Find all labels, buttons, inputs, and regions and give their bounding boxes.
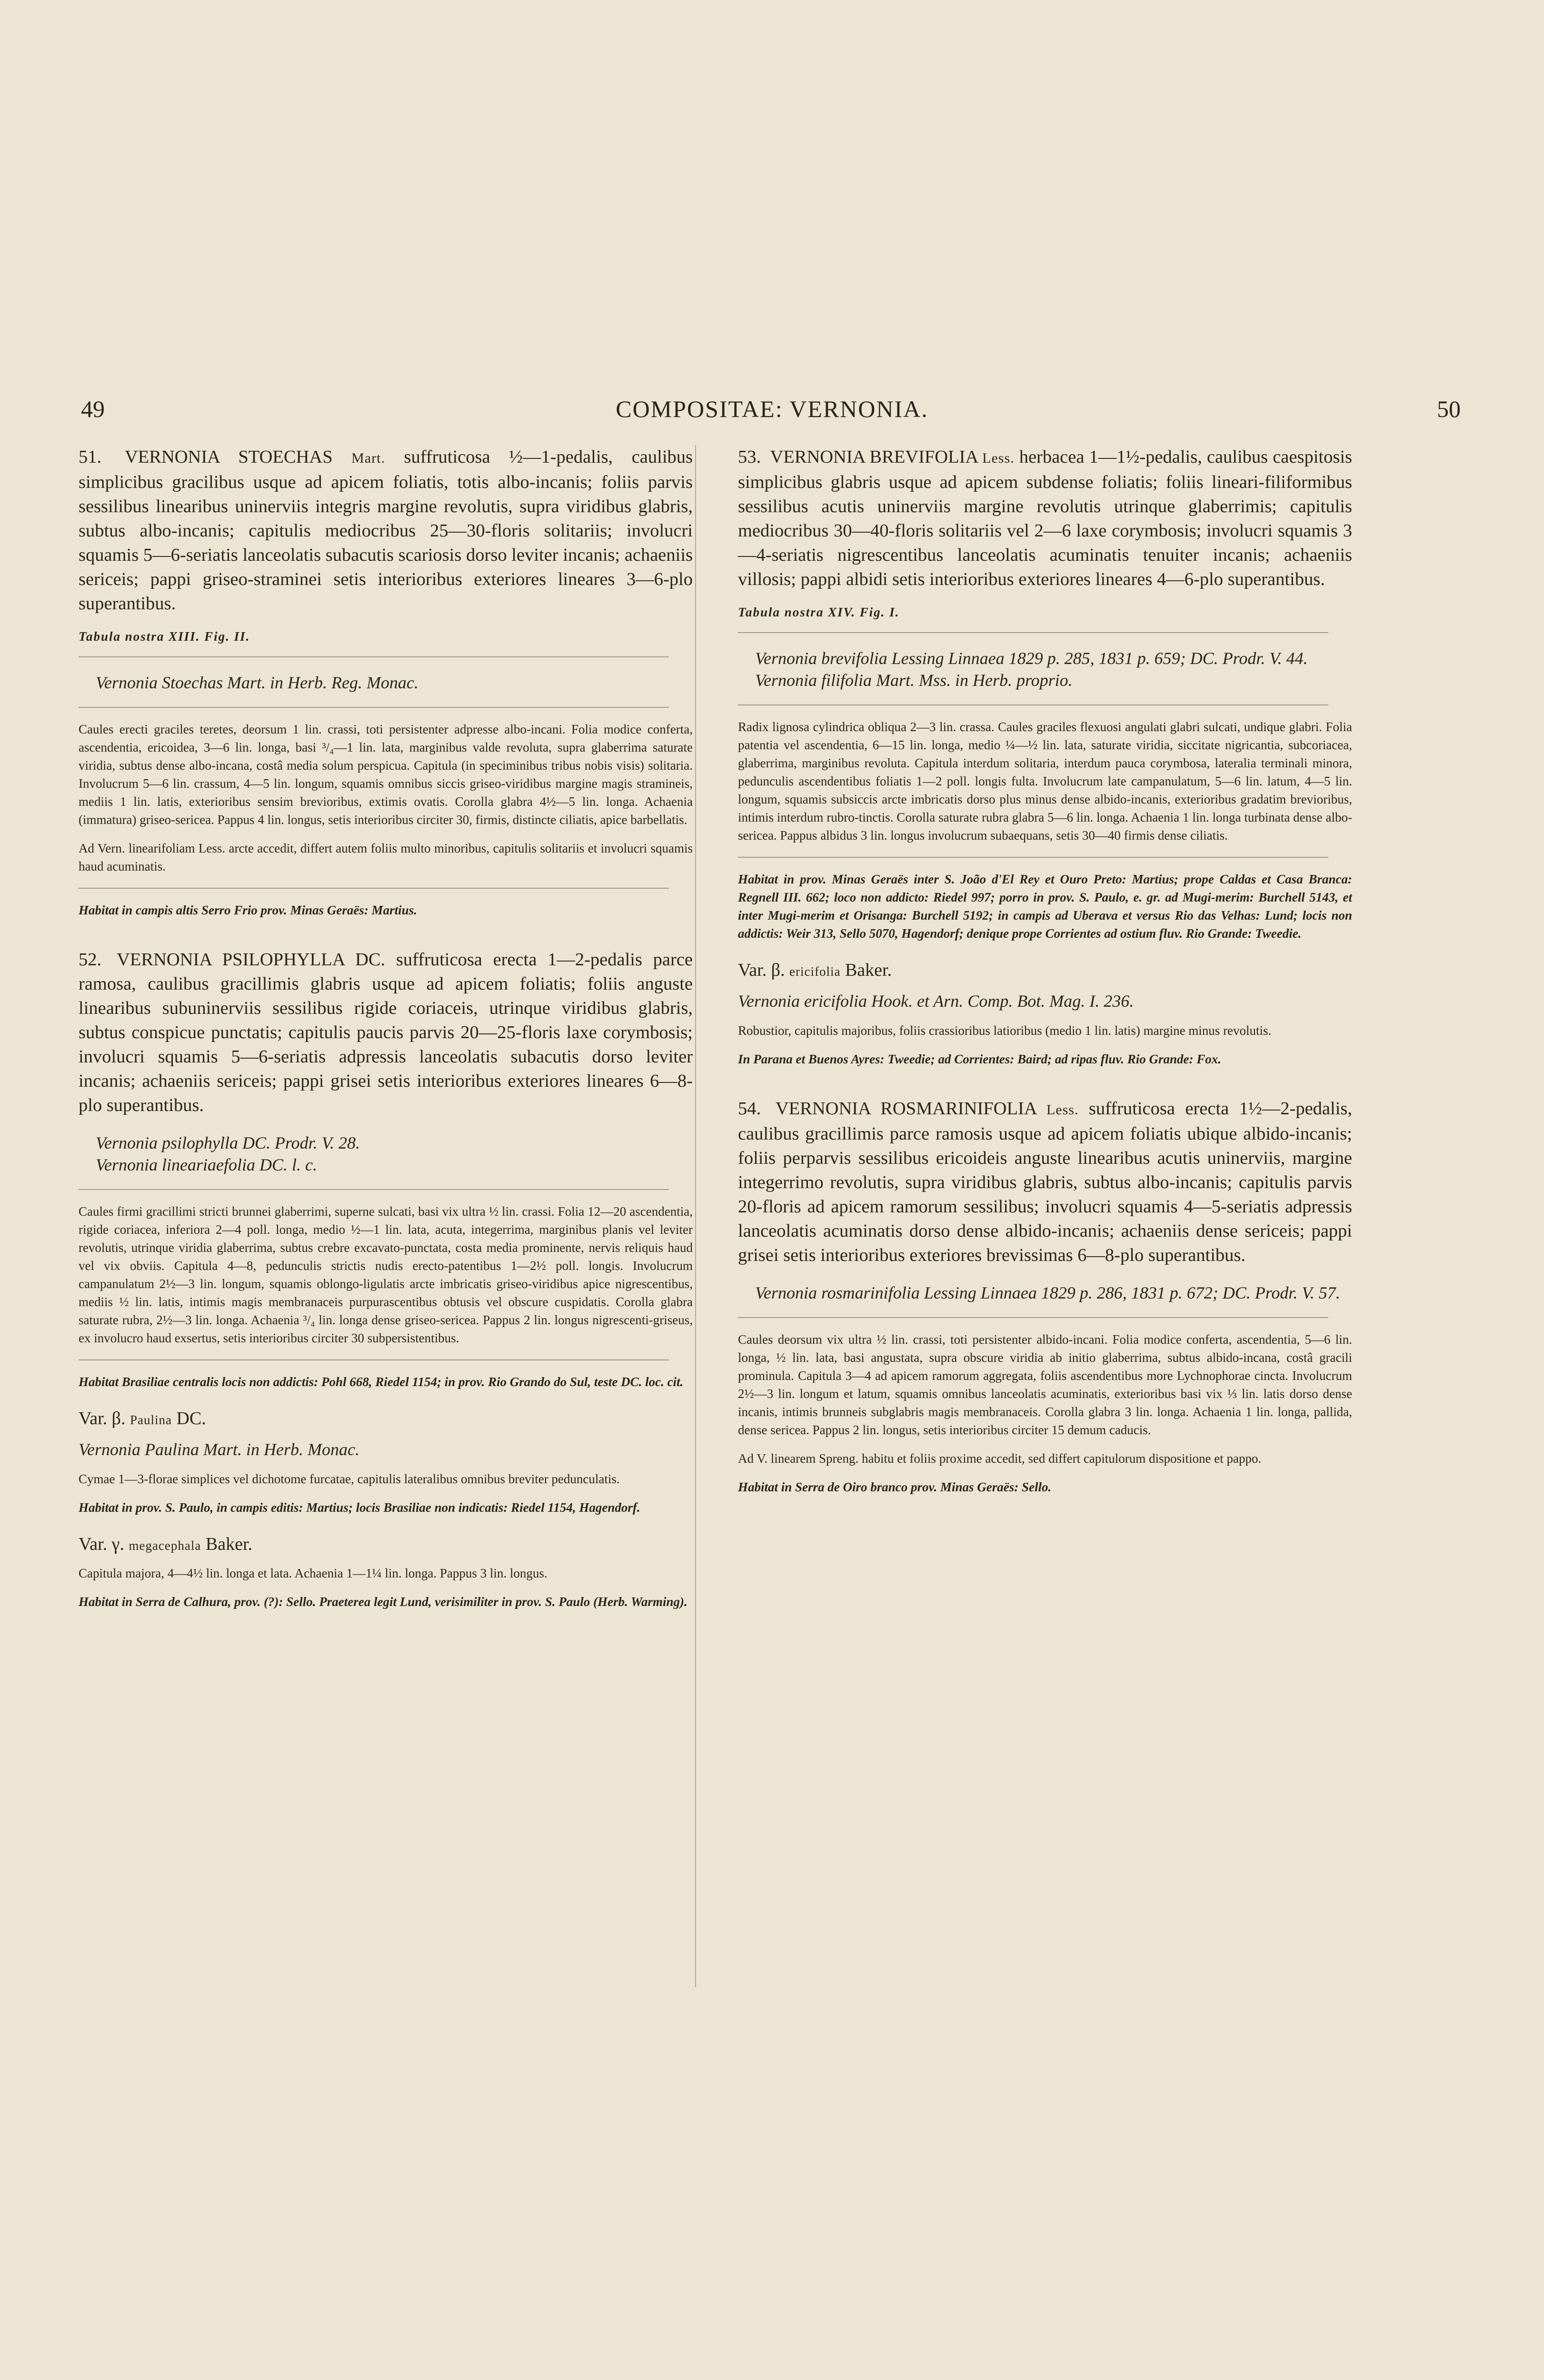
species-53 bbox=[738, 445, 1352, 1068]
affinity-note: Ad V. linearem Spreng. habitu et foliis proxime accedit, sed differt capitulorum dispositione et pappo. bbox=[738, 1451, 1262, 1466]
right-column bbox=[738, 445, 1352, 1496]
running-title: COMPOSITAE: VERNONIA. bbox=[616, 396, 928, 422]
species-number: 53. bbox=[738, 447, 761, 467]
divider bbox=[79, 707, 669, 708]
synonym: Vernonia filifolia Mart. Mss. in Herb. proprio. bbox=[755, 671, 1073, 690]
synonymy bbox=[738, 1282, 1352, 1304]
page-number-left: 49 bbox=[81, 396, 105, 422]
variety-name: megacephala bbox=[129, 1538, 201, 1553]
variety-label: Var. β. bbox=[738, 960, 785, 980]
diagnosis-text: suffruticosa erecta 1½—2-pedalis, caulibus gracillimis parce ramosis usque ad apicem foliatis ubique albido-incanis; foliis perparvis sessilibus ericoideis anguste linearibus acutis uninerviis, margine integerrimo revolutis, supra viridibus glabris, subtus albo-incanis; capitulis parvis 20-floris ad apicem ramorum sessilibus; involucri squamis 4—5-seriatis adpressis lanceolatis acuminatis dorso dense albido-incanis; achaeniis dense sericeis; pappi grisei setis interioribus exteriores brevissimas 6—8-plo superantibus. bbox=[738, 1099, 1353, 1265]
habitat: Habitat in Serra de Oiro branco prov. Minas Geraës: Sello. bbox=[738, 1480, 1052, 1494]
habitat: Habitat in prov. Minas Geraës inter S. João d'El Rey et Ouro Preto: Martius; prope Caldas et Casa Branca: Regnell III. 662; loco non addicto: Riedel 997; porro in prov. S. Paulo, e. gr. ad Mugi-merim: Burchell 5143, et inter Mugi-merim et Orisanga: Burchell 5192; in campis ad Uberava et versus Rio das Velhas: Lund; locis non addictis: Weir 313, Sello 5070, Hagendorf; denique prope Corrientes ad ostium fluv. Rio Grande: Tweedie. bbox=[738, 872, 1352, 941]
variety-author: Baker. bbox=[845, 960, 892, 980]
variety-description: Robustior, capitulis majoribus, foliis crassioribus latioribus (medio 1 lin. latis) margine minus revolutis. bbox=[738, 1023, 1272, 1038]
synonymy bbox=[79, 672, 693, 694]
divider bbox=[738, 857, 1328, 858]
variety-heading bbox=[79, 1408, 693, 1429]
habitat: Habitat in campis altis Serro Frio prov. Minas Geraës: Martius. bbox=[79, 903, 417, 917]
page-number-right: 50 bbox=[1437, 396, 1461, 422]
species-number: 54. bbox=[738, 1099, 761, 1119]
species-author: Less. bbox=[1046, 1102, 1079, 1118]
species-name: VERNONIA ROSMARINIFOLIA bbox=[775, 1099, 1036, 1119]
species-diagnosis bbox=[79, 445, 693, 616]
synonym: Vernonia lineariaefolia DC. l. c. bbox=[96, 1155, 317, 1174]
description: Radix lignosa cylindrica obliqua 2—3 lin. crassa. Caules graciles flexuosi angulati glabri sulcati, undique glabri. Folia patentia vel ascendentia, 6—15 lin. longa, medio ¼—½ lin. lata, saturate viridia, siccitate nigricantia, subcoriacea, glaberrima, marginibus revoluta. Capitula interdum solitaria, interdum pauca corymbosa, lateralia terminali minora, pedunculis ascendentibus foliatis 1—2 poll. longis fulta. Involucrum late campanulatum, 5—6 lin. latum, 4—5 lin. longum, squamis subsiccis arcte imbricatis dorso plus minus dense albido-incanis, exterioribus gradatim brevioribus, intimis interdum rubro-tinctis. Corolla saturate rubra glabra 5—6 lin. longa. Achaenia 1 lin. longa turbinata dense albo-sericea. Pappus albidus 3 lin. longus involucrum subaequans, setis 30—40 firmis dense ciliatis. bbox=[738, 720, 1352, 843]
divider bbox=[79, 1189, 669, 1190]
divider bbox=[738, 1317, 1328, 1318]
species-diagnosis bbox=[79, 948, 693, 1118]
variety-synonym: Vernonia ericifolia Hook. et Arn. Comp. Bot. Mag. I. 236. bbox=[738, 992, 1134, 1011]
species-52 bbox=[79, 948, 693, 1611]
species-number: 51. bbox=[79, 447, 102, 467]
synonym: Vernonia Stoechas Mart. in Herb. Reg. Monac. bbox=[96, 673, 418, 692]
diagnosis-text: herbacea 1—1½-pedalis, caulibus caespitosis simplicibus glabris usque ad apicem subdense foliatis; foliis lineari-filiformibus sessilibus acutis uninerviis margine revolutis utrinque glaberrimis; capitulis mediocribus 30—40-floris solitariis vel 2—6 laxe corymbosis; involucri squamis 3—4-seriatis nigrescentibus lanceolatis acuminatis tenuiter incanis; achaeniis villosis; pappi albidi setis interioribus exteriores lineares 4—6-plo superantibus. bbox=[738, 447, 1352, 589]
synonym: Vernonia psilophylla DC. Prodr. V. 28. bbox=[96, 1133, 360, 1152]
divider bbox=[79, 1359, 669, 1360]
variety-heading bbox=[738, 960, 1352, 981]
variety-habitat: Habitat in prov. S. Paulo, in campis editis: Martius; locis Brasiliae non indicatis: Riedel 1154, Hagendorf. bbox=[79, 1500, 640, 1515]
description: Caules deorsum vix ultra ½ lin. crassi, toti persistenter albido-incani. Folia modice conferta, ascendentia, 5—6 lin. longa, ½ lin. lata, basi angustata, supra obscure viridia ab initio glaberrima, subtus albido-incana, costâ gracili prominula. Capitula 3—4 ad apicem ramorum aggregata, foliis ascendentibus more Lychnophorae cincta. Involucrum 2½—3 lin. longum et latum, squamis omnibus lanceolatis acuminatis, exterioribus basi vix ⅓ lin. latis dorso dense incanis, intimis brunneis subglabris magis membranaceis. Corolla glabra 3 lin. longa. Achaenia 1 lin. longa, pallida, dense sericea. Pappus 2 lin. longus, setis interioribus circiter 15 demum caducis. bbox=[738, 1332, 1352, 1437]
species-diagnosis bbox=[738, 445, 1352, 592]
description: Caules firmi gracillimi stricti brunnei glaberrimi, superne sulcati, basi vix ultra ½ lin. crassi. Folia 12—20 ascendentia, rigide coriacea, inferiora 2—4 poll. longa, medio ½—1 lin. lata, acuta, integerrima, marginibus planis vel leviter revolutis, utrinque viridia glaberrima, subtus crebre excavato-punctata, costa media prominente, nervis reliquis haud vel vix obviis. Capitula 4—8, pedunculis strictis nudis erecto-patentibus 1—2½ poll. longis. Involucrum campanulatum 2½—3 lin. longum, squamis oblongo-ligulatis arcte imbricatis griseo-viridibus apice nigrescentibus, mediis ½ lin. latis, intimis magis membranaceis purpurascentibus obtusis vel obscure cuspidatis. Corolla glabra saturate rubra, 2½—3 lin. longa. Achaenia ³/₄ lin. longa dense griseo-sericea. Pappus 2 lin. longus nigrescenti-griseus, ex involucro haud exsertus, setis interioribus circiter 30 subpersistentibus. bbox=[79, 1204, 693, 1345]
species-author: DC. bbox=[355, 950, 386, 970]
habitat: Habitat Brasiliae centralis locis non addictis: Pohl 668, Riedel 1154; in prov. Rio Grando do Sul, teste DC. loc. cit. bbox=[79, 1375, 684, 1389]
affinity-note: Ad Vern. linearifoliam Less. arcte accedit, differt autem foliis multo minoribus, capitulis solitariis et involucri squamis haud acuminatis. bbox=[79, 841, 693, 873]
left-column bbox=[79, 445, 693, 1611]
variety-description: Capitula majora, 4—4½ lin. longa et lata. Achaenia 1—1¼ lin. longa. Pappus 3 lin. longus. bbox=[79, 1566, 548, 1580]
column-divider bbox=[695, 445, 696, 1987]
plate-reference: Tabula nostra XIII. Fig. II. bbox=[79, 629, 250, 644]
variety-label: Var. γ. bbox=[79, 1534, 124, 1554]
synonymy bbox=[79, 1132, 693, 1176]
variety-name: Paulina bbox=[130, 1413, 172, 1427]
variety-name: ericifolia bbox=[789, 964, 841, 979]
description: Caules erecti graciles teretes, deorsum 1 lin. crassi, toti persistenter adpresse albo-incani. Folia modice conferta, ascendentia, ericoidea, 3—6 lin. longa, basi ³/₄—1 lin. lata, marginibus valde revoluta, supra glaberrima saturate viridia, subtus dense albo-incana, costâ media solum perspicua. Capitula (in speciminibus tribus nobis visis) solitaria. Involucrum 5—6 lin. crassum, 4—5 lin. longum, squamis omnibus siccis griseo-viridibus margine magis stramineis, mediis 1 lin. latis, exterioribus sensim brevioribus, extimis ovatis. Corolla glabra 4½—5 lin. longa. Achaenia (immatura) griseo-sericea. Pappus 4 lin. longus, setis interioribus circiter 30, firmis, distincte ciliatis, apice barbellatis. bbox=[79, 722, 693, 827]
variety-author: DC. bbox=[176, 1408, 206, 1428]
synonymy bbox=[738, 647, 1352, 691]
species-54 bbox=[738, 1097, 1352, 1496]
variety-description: Cymae 1—3-florae simplices vel dichotome furcatae, capitulis lateralibus omnibus breviter pedunculatis. bbox=[79, 1472, 620, 1486]
divider bbox=[738, 704, 1328, 705]
synonym: Vernonia brevifolia Lessing Linnaea 1829 p. 285, 1831 p. 659; DC. Prodr. V. 44. bbox=[755, 649, 1308, 668]
variety-synonym: Vernonia Paulina Mart. in Herb. Monac. bbox=[79, 1440, 359, 1459]
divider bbox=[79, 656, 669, 657]
variety-habitat: In Parana et Buenos Ayres: Tweedie; ad Corrientes: Baird; ad ripas fluv. Rio Grande: Fox. bbox=[738, 1052, 1222, 1066]
species-number: 52. bbox=[79, 950, 102, 970]
species-name: VERNONIA BREVIFOLIA bbox=[770, 447, 978, 467]
diagnosis-text: suffruticosa ½—1-pedalis, caulibus simplicibus gracilibus usque ad apicem foliatis, totis albo-incanis; foliis parvis sessilibus linearibus uninerviis integris margine revolutis, supra viridibus glabris, subtus albo-incanis; capitulis mediocribus 25—30-floris solitariis; involucri squamis 5—6-seriatis lanceolatis subacutis scariosis dorso leviter incanis; achaeniis sericeis; pappi griseo-straminei setis interioribus exteriores lineares 3—6-plo superantibus. bbox=[79, 447, 693, 614]
synonym: Vernonia rosmarinifolia Lessing Linnaea 1829 p. 286, 1831 p. 672; DC. Prodr. V. 57. bbox=[755, 1283, 1340, 1302]
divider bbox=[738, 632, 1328, 633]
species-diagnosis bbox=[738, 1097, 1352, 1268]
variety-label: Var. β. bbox=[79, 1408, 126, 1428]
species-author: Mart. bbox=[351, 450, 385, 466]
species-name: VERNONIA PSILOPHYLLA bbox=[117, 950, 345, 970]
variety-author: Baker. bbox=[205, 1534, 252, 1554]
divider bbox=[79, 888, 669, 889]
species-author: Less. bbox=[982, 450, 1015, 466]
species-name: VERNONIA STOECHAS bbox=[124, 447, 333, 467]
species-51 bbox=[79, 445, 693, 919]
variety-habitat: Habitat in Serra de Calhura, prov. (?): Sello. Praeterea legit Lund, verisimiliter in prov. S. Paulo (Herb. Warming). bbox=[79, 1595, 687, 1609]
diagnosis-text: suffruticosa erecta 1—2-pedalis parce ramosa, caulibus gracillimis glabris usque ad apicem foliatis; foliis anguste linearibus subuninerviis sessilibus rigide coriaceis, utrinque viridibus glabris, subtus conspicue punctatis; capitulis paucis parvis 20—25-floris laxe corymbosis; involucri squamis 5—6-seriatis adpressis lanceolatis subacutis dorso leviter incanis; achaeniis sericeis; pappi grisei setis interioribus exteriores lineares 6—8-plo superantibus. bbox=[79, 950, 693, 1115]
variety-heading bbox=[79, 1534, 693, 1555]
plate-reference: Tabula nostra XIV. Fig. I. bbox=[738, 605, 900, 619]
